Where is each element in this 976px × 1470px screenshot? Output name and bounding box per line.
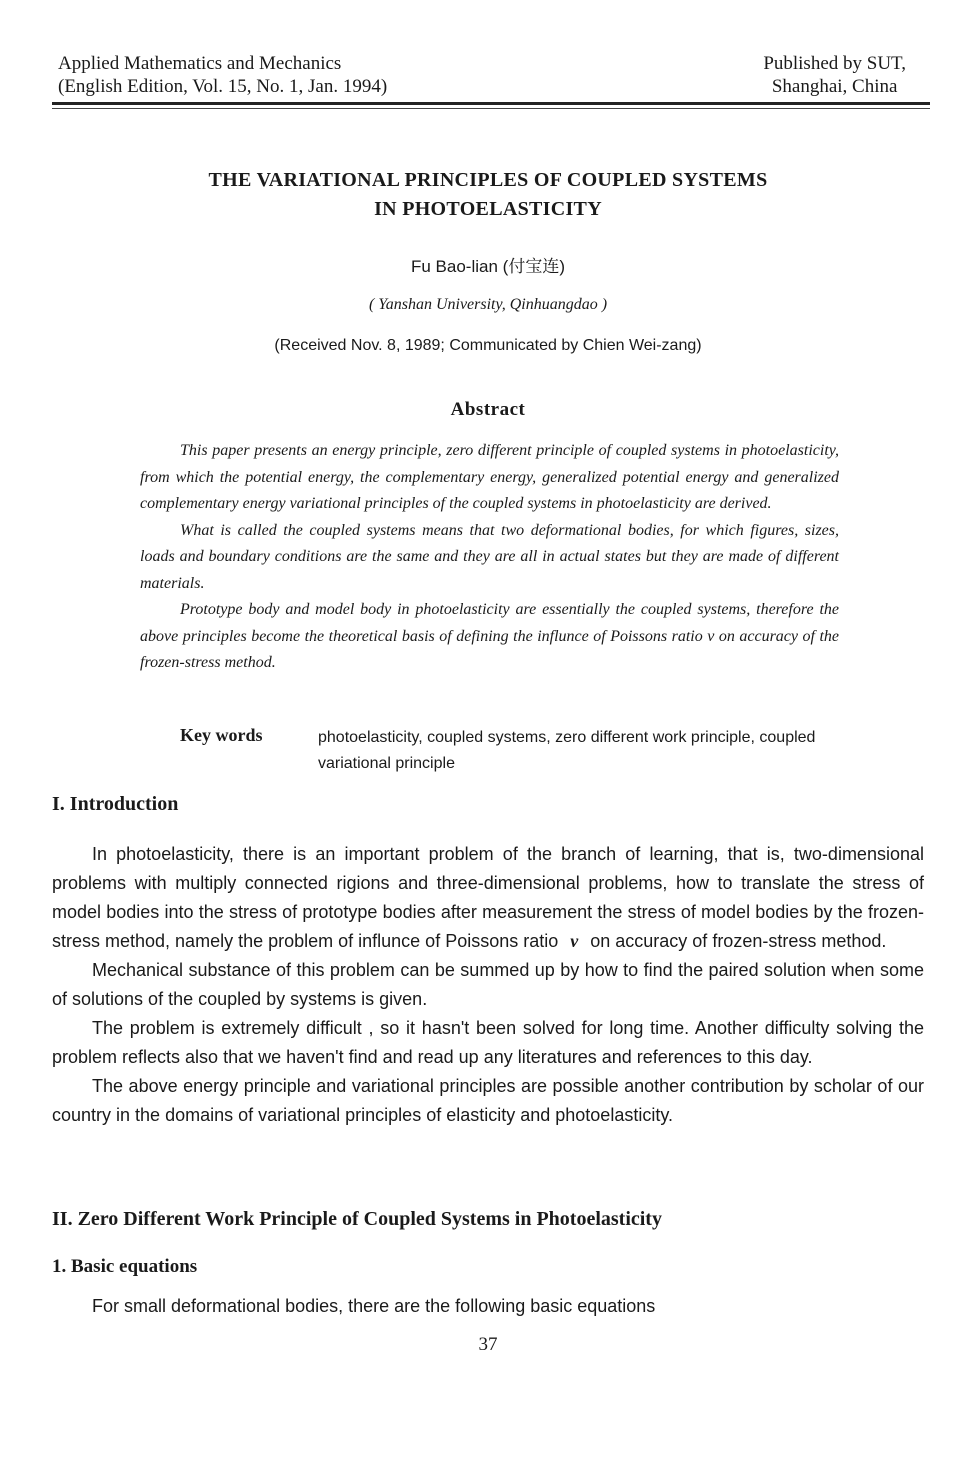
- keywords-text: photoelasticity, coupled systems, zero different work principle, coupled variational principle: [318, 729, 816, 772]
- basic-equations-body: [52, 1292, 924, 1321]
- subsection-heading-basic-equations: 1. Basic equations: [52, 1256, 198, 1277]
- header-rule-thin: [52, 108, 930, 109]
- journal-issue: (English Edition, Vol. 15, No. 1, Jan. 1994): [58, 76, 388, 97]
- publisher-name: Published by SUT,: [763, 53, 906, 74]
- section-heading-zero-work: II. Zero Different Work Principle of Coupled Systems in Photoelasticity: [52, 1208, 662, 1230]
- received-note: (Received Nov. 8, 1989; Communicated by Chien Wei-zang): [274, 337, 702, 354]
- title-line-2: IN PHOTOELASTICITY: [374, 198, 602, 220]
- journal-header: [58, 52, 387, 98]
- publisher-header: [763, 52, 906, 98]
- body-paragraph: [52, 840, 924, 956]
- journal-name: Applied Mathematics and Mechanics: [58, 53, 342, 74]
- body-paragraph: The problem is extremely difficult , so it hasn't been solved for long time. Another difficulty solving the problem reflects also that we haven't find and read up any literatures and references to this day.: [52, 1018, 924, 1067]
- paper-title: [0, 166, 976, 224]
- body-paragraph: Mechanical substance of this problem can be summed up by how to find the paired solution when some of solutions of the coupled by systems is given.: [52, 960, 924, 1009]
- abstract-paragraph: What is called the coupled systems means that two deformational bodies, for which figures, sizes, loads and boundary conditions are the same and they are all in actual states but they are made of different materials.: [140, 521, 839, 592]
- introduction-body: [52, 840, 924, 1130]
- affiliation: ( Yanshan University, Qinhuangdao ): [368, 296, 608, 313]
- body-paragraph: For small deformational bodies, there are the following basic equations: [92, 1296, 656, 1316]
- paragraph-text: on accuracy of frozen-stress method.: [590, 931, 887, 951]
- body-paragraph: The above energy principle and variational principles are possible another contribution by scholar of our country in the domains of variational principles of elasticity and photoelasticity.: [52, 1076, 924, 1125]
- abstract-heading: Abstract: [450, 399, 526, 420]
- abstract-paragraph: This paper presents an energy principle, zero different principle of coupled systems in photoelasticity, from which the potential energy, the complementary energy, generalized potential energy and generalized complementary energy variational principles of the coupled systems in photoelasticity are derived.: [140, 442, 839, 512]
- paragraph-text: In photoelasticity, there is an important problem of the branch of learning, that is, two-dimensional problems with multiply connected rigions and three-dimensional problems, how to translate the stress of model bodies into the stress of prototype bodies after measurement the stress of model bodies by the frozen-stress method, namely the problem of influnce of Poissons ratio: [52, 844, 924, 951]
- abstract-paragraph: Prototype body and model body in photoelasticity are essentially the coupled systems, therefore the above principles become the theoretical basis of defining the influnce of Poissons ratio v on accuracy of the frozen-stress method.: [140, 601, 839, 671]
- title-line-1: THE VARIATIONAL PRINCIPLES OF COUPLED SYSTEMS: [208, 169, 768, 191]
- author: Fu Bao-lian (付宝连): [411, 257, 565, 276]
- poisson-symbol: ν: [570, 931, 579, 951]
- keywords-label: Key words: [180, 725, 263, 745]
- section-heading-introduction: I. Introduction: [52, 793, 179, 815]
- abstract-body: [140, 438, 839, 677]
- publisher-location: Shanghai, China: [771, 76, 898, 97]
- page-number: 37: [478, 1334, 498, 1355]
- header-rule-thick: [52, 102, 930, 105]
